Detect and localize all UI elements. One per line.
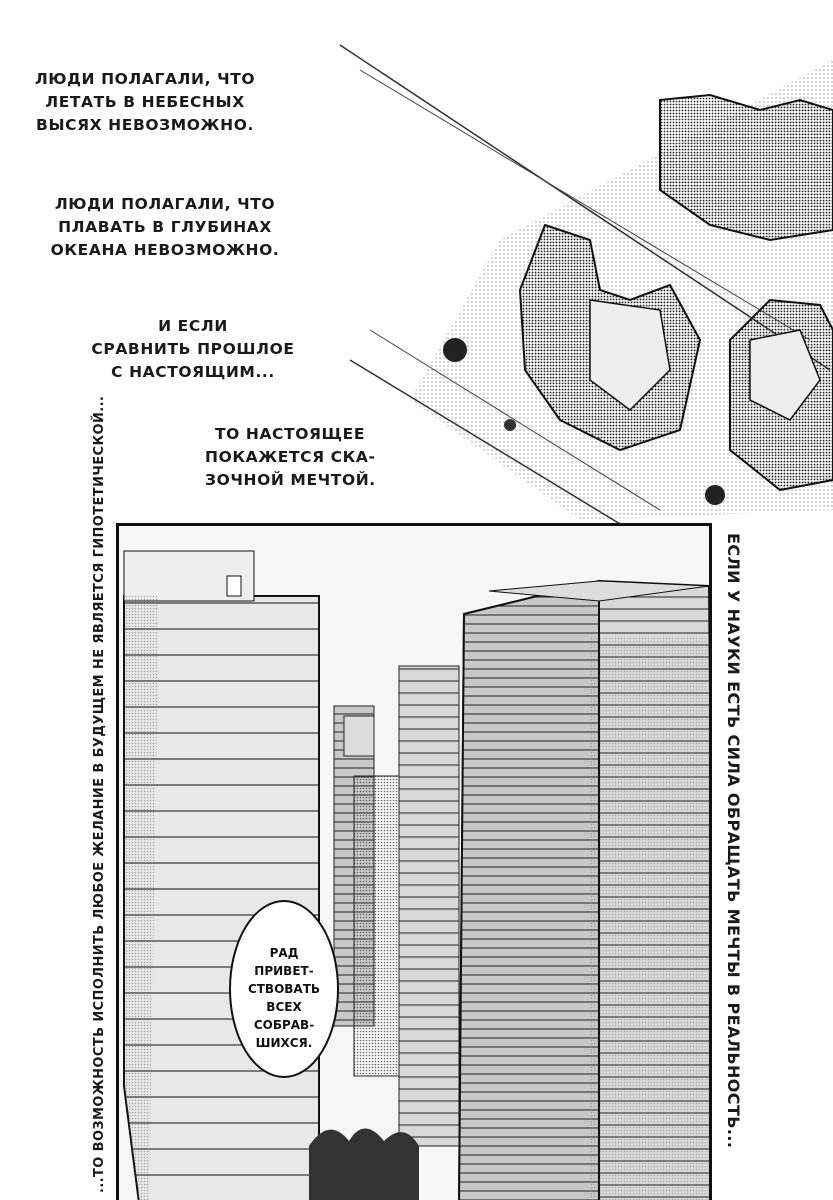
bubble-line: СОБРАВ- bbox=[253, 1018, 315, 1032]
caption-line: ВЫСЯХ НЕВОЗМОЖНО. bbox=[36, 116, 254, 134]
caption-line: ТО НАСТОЯЩЕЕ bbox=[214, 425, 366, 443]
vertical-caption-left: ...ТО ВОЗМОЖНОСТЬ ИСПОЛНИТЬ ЛЮБОЕ ЖЕЛАНИЕ В БУДУЩЕМ НЕ ЯВЛЯЕТСЯ ГИПОТЕТИЧЕСКОЙ... bbox=[92, 395, 107, 1193]
aerial-city-illustration bbox=[330, 40, 833, 540]
caption-swimming bbox=[45, 193, 285, 262]
caption-dream bbox=[205, 423, 375, 492]
caption-line: СРАВНИТЬ ПРОШЛОЕ bbox=[91, 340, 295, 358]
caption-line: ОКЕАНА НЕВОЗМОЖНО. bbox=[50, 241, 280, 259]
bubble-line: ШИХСЯ. bbox=[255, 1036, 313, 1050]
caption-line: С НАСТОЯЩИМ... bbox=[111, 363, 275, 381]
caption-line: ЛЮДИ ПОЛАГАЛИ, ЧТО bbox=[34, 70, 256, 88]
caption-line: ЗОЧНОЙ МЕЧТОЙ. bbox=[205, 471, 376, 489]
caption-line: ПОКАЖЕТСЯ СКА- bbox=[205, 448, 376, 466]
bubble-line: ВСЕХ bbox=[266, 1000, 302, 1014]
caption-line: ЛЕТАТЬ В НЕБЕСНЫХ bbox=[45, 93, 245, 111]
caption-flying bbox=[25, 68, 265, 137]
caption-line: ПЛАВАТЬ В ГЛУБИНАХ bbox=[58, 218, 272, 236]
caption-line: И ЕСЛИ bbox=[158, 317, 228, 335]
skyscraper-panel bbox=[116, 523, 712, 1200]
bubble-line: ПРИВЕТ- bbox=[254, 964, 314, 978]
bubble-line: СТВОВАТЬ bbox=[247, 982, 321, 996]
caption-compare bbox=[88, 315, 298, 384]
vertical-caption-right: ЕСЛИ У НАУКИ ЕСТЬ СИЛА ОБРАЩАТЬ МЕЧТЫ В РЕАЛЬНОСТЬ... bbox=[724, 533, 743, 1149]
caption-line: ЛЮДИ ПОЛАГАЛИ, ЧТО bbox=[54, 195, 276, 213]
skyscraper-illustration bbox=[119, 526, 712, 1200]
speech-bubble-text bbox=[228, 944, 340, 1052]
bubble-line: РАД bbox=[269, 946, 299, 960]
